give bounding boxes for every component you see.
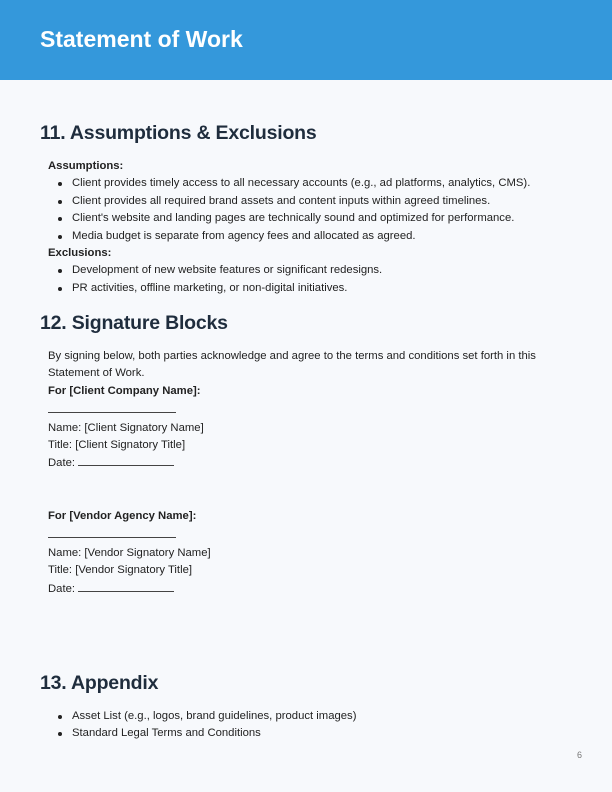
assumptions-list [48,175,568,245]
list-item: Client provides all required brand assets and content inputs within agreed timelines. [72,193,568,210]
section-heading-signatures: 12. Signature Blocks [40,312,228,334]
list-item: PR activities, offline marketing, or non-digital initiatives. [72,280,568,297]
vendor-title: Title: [Vendor Signatory Title] [48,564,193,577]
client-name: Name: [Client Signatory Name] [48,421,204,434]
signature-line [48,400,176,413]
appendix-list [48,708,568,743]
exclusions-label: Exclusions: [48,247,112,260]
client-title: Title: [Client Signatory Title] [48,439,186,452]
date-line [78,580,174,592]
client-signature-label: For [Client Company Name]: [48,384,201,397]
vendor-signature-line [48,525,568,544]
list-item: Asset List (e.g., logos, brand guidelines, product images) [72,708,568,725]
assumptions-exclusions-block [48,158,568,297]
assumptions-label: Assumptions: [48,160,124,172]
list-item: Client provides timely access to all necessary accounts (e.g., ad platforms, analytics, CMS). [72,175,568,192]
list-item: Media budget is separate from agency fees and allocated as agreed. [72,228,568,245]
vendor-signature-label: For [Vendor Agency Name]: [48,510,197,522]
date-line [78,454,174,466]
client-date-row [48,454,568,472]
appendix-block [48,708,568,743]
page-number: 6 [576,750,582,760]
vendor-name: Name: [Vendor Signatory Name] [48,546,211,559]
list-item: Development of new website features or significant redesigns. [72,262,568,279]
list-item: Standard Legal Terms and Conditions [72,725,568,742]
list-item: Client's website and landing pages are technically sound and optimized for performance. [72,210,568,227]
client-date-label: Date: [48,457,79,470]
exclusions-list [48,262,568,297]
vendor-date-row [48,580,568,598]
vendor-date-label: Date: [48,582,79,595]
section-heading-assumptions: 11. Assumptions & Exclusions [40,122,317,144]
signature-intro-line-1: By signing below, both parties acknowledge and agree to the terms and conditions set forth in this [48,350,536,362]
page-title: Statement of Work [40,26,243,52]
signature-line [48,525,176,538]
header-bar [0,0,612,80]
section-heading-appendix: 13. Appendix [40,672,159,694]
signature-intro-line-2: Statement of Work. [48,367,145,380]
vendor-signature-block [48,508,568,598]
signature-intro [48,348,568,473]
client-signature-line [48,400,568,419]
